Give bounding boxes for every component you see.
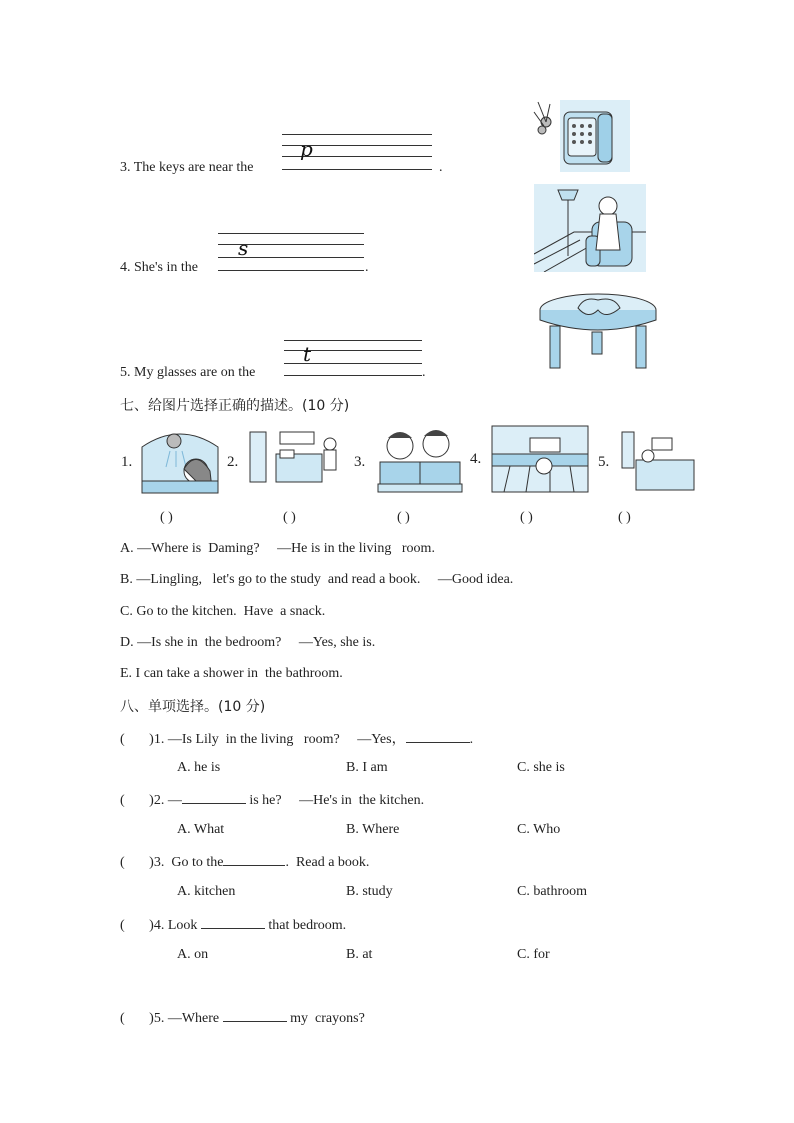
writing-line: [218, 233, 364, 234]
answer-paren[interactable]: ( ): [120, 855, 154, 870]
table-with-glasses-illustration: [536, 288, 660, 372]
choice-b[interactable]: B. Where: [346, 822, 400, 837]
fill-blank[interactable]: [406, 730, 470, 743]
pic-number: 5.: [598, 454, 610, 470]
kids-reading-illustration: [376, 428, 464, 494]
pic-number: 4.: [470, 451, 482, 467]
girl-in-armchair-illustration: [534, 184, 646, 272]
answer-paren[interactable]: ( ): [520, 510, 533, 525]
question-text: 1. —Is Lily in the living room? —Yes，: [153, 732, 406, 747]
q6-3-text: 3. The keys are near the: [120, 160, 254, 175]
choice-c[interactable]: C. she is: [517, 760, 565, 775]
q6-4-end: .: [365, 260, 369, 275]
q6-5-end: .: [422, 365, 426, 380]
pic-number: 3.: [354, 454, 366, 470]
answer-paren[interactable]: ( ): [120, 1011, 154, 1026]
hint-letter: s: [238, 236, 249, 260]
question-text: 4. Look: [153, 918, 201, 933]
pic-number: 2.: [227, 454, 239, 470]
question-text: 3. Go to the: [153, 855, 224, 870]
kitchen-illustration: [490, 424, 590, 494]
choice-b[interactable]: B. study: [346, 884, 393, 899]
fill-blank[interactable]: [201, 916, 265, 929]
option-c: C. Go to the kitchen. Have a snack.: [120, 604, 326, 619]
choice-a[interactable]: A. kitchen: [177, 884, 236, 899]
pic-number: 1.: [121, 454, 133, 470]
choice-c[interactable]: C. bathroom: [517, 884, 587, 899]
section-8-title: 八、单项选择。(10 分): [120, 699, 266, 715]
question-text: that bedroom.: [264, 918, 347, 933]
bedroom-illustration: [246, 428, 342, 486]
question-row: [120, 916, 346, 934]
question-text: my crayons?: [286, 1011, 365, 1026]
answer-paren[interactable]: ( ): [397, 510, 410, 525]
q6-4-text: 4. She's in the: [120, 260, 198, 275]
question-text: is he? —He's in the kitchen.: [245, 793, 425, 808]
bedroom-girl-illustration: [618, 428, 696, 494]
option-d: D. —Is she in the bedroom? —Yes, she is.: [120, 635, 376, 650]
shower-girl-illustration: [140, 427, 220, 495]
question-text: 5. —Where: [153, 1011, 223, 1026]
answer-paren[interactable]: ( ): [120, 793, 154, 808]
phone-and-keys-illustration: [532, 98, 632, 174]
hint-letter: t: [303, 342, 312, 366]
choice-a[interactable]: A. he is: [177, 760, 221, 775]
question-row: [120, 853, 369, 871]
answer-line[interactable]: [218, 270, 364, 271]
question-text: . Read a book.: [285, 855, 370, 870]
choice-b[interactable]: B. I am: [346, 760, 388, 775]
section-7-title: 七、给图片选择正确的描述。(10 分): [120, 398, 350, 414]
question-row: [120, 1009, 365, 1027]
question-text: .: [469, 732, 474, 747]
q6-3-end: .: [439, 160, 443, 175]
answer-paren[interactable]: ( ): [120, 918, 154, 933]
hint-letter: p: [300, 137, 313, 161]
choice-b[interactable]: B. at: [346, 947, 373, 962]
q6-5-text: 5. My glasses are on the: [120, 365, 256, 380]
answer-paren[interactable]: ( ): [120, 732, 154, 747]
option-e: E. I can take a shower in the bathroom.: [120, 666, 343, 681]
option-a: A. —Where is Daming? —He is in the living room.: [120, 541, 435, 556]
question-text: 2. —: [153, 793, 182, 808]
choice-c[interactable]: C. Who: [517, 822, 561, 837]
question-row: [120, 728, 473, 748]
choice-a[interactable]: A. What: [177, 822, 225, 837]
choice-a[interactable]: A. on: [177, 947, 209, 962]
answer-line[interactable]: [282, 169, 432, 170]
question-row: [120, 791, 424, 809]
writing-line: [282, 134, 432, 135]
fill-blank[interactable]: [182, 791, 246, 804]
option-b: B. —Lingling, let's go to the study and read a book. —Good idea.: [120, 572, 514, 587]
answer-paren[interactable]: ( ): [283, 510, 296, 525]
answer-line[interactable]: [284, 375, 422, 376]
answer-paren[interactable]: ( ): [618, 510, 631, 525]
answer-paren[interactable]: ( ): [160, 510, 173, 525]
choice-c[interactable]: C. for: [517, 947, 550, 962]
fill-blank[interactable]: [223, 1009, 287, 1022]
fill-blank[interactable]: [223, 853, 285, 866]
writing-line: [284, 340, 422, 341]
